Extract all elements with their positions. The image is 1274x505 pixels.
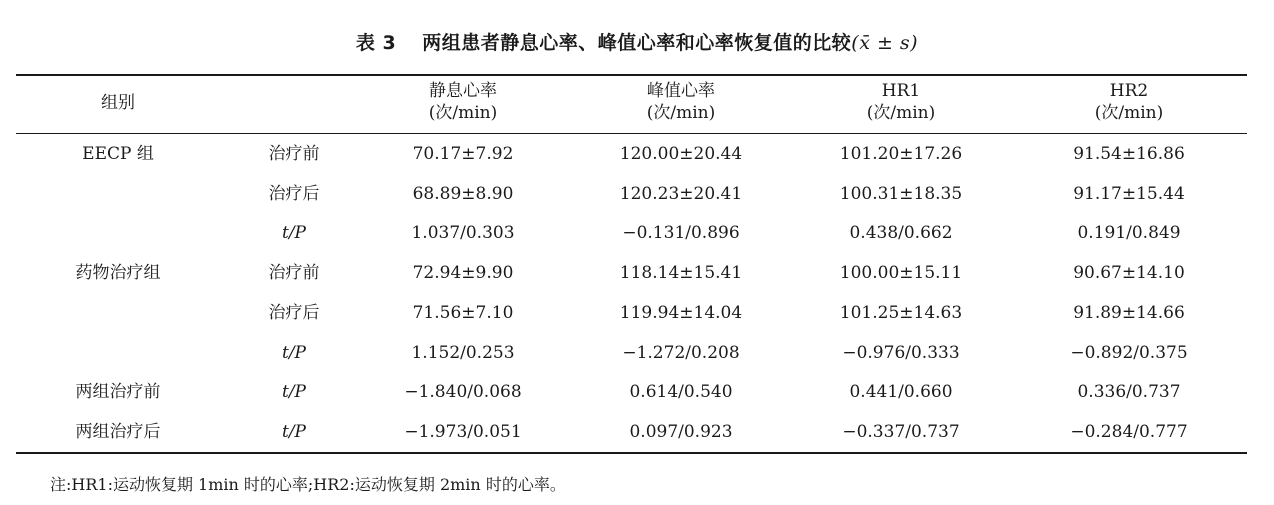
header-label: 峰值心率	[647, 81, 715, 101]
table-cell: 120.23±20.41	[619, 184, 743, 204]
table-note: 注:HR1:运动恢复期 1min 时的心率;HR2:运动恢复期 2min 时的心率。	[50, 475, 566, 494]
table-cell: −1.973/0.051	[404, 422, 522, 442]
table-cell: −0.337/0.737	[842, 422, 960, 442]
header-unit: (次/min)	[646, 103, 716, 123]
header-label: HR1	[881, 81, 921, 101]
header-hr1	[867, 80, 936, 124]
group-label: 两组治疗后	[75, 422, 161, 442]
group-label: 药物治疗组	[75, 263, 161, 283]
table-cell: 91.54±16.86	[1073, 144, 1185, 164]
table-cell: 120.00±20.44	[619, 144, 743, 164]
header-label: HR2	[1109, 81, 1149, 101]
table-cell: −0.284/0.777	[1070, 422, 1188, 442]
table-cell: 0.191/0.849	[1077, 223, 1181, 243]
table-cell: −0.131/0.896	[622, 223, 740, 243]
table-cell: 70.17±7.92	[412, 144, 514, 164]
table-cell: 91.17±15.44	[1073, 184, 1185, 204]
subgroup-label: 治疗后	[268, 184, 320, 204]
table-cell: 91.89±14.66	[1073, 303, 1185, 323]
subgroup-label: t/P	[282, 382, 306, 402]
subgroup-label: t/P	[282, 422, 306, 442]
table-cell: 0.097/0.923	[629, 422, 733, 442]
group-label: EECP 组	[82, 144, 154, 164]
table-cell: 90.67±14.10	[1073, 263, 1185, 283]
table-cell: 118.14±15.41	[619, 263, 743, 283]
table-cell: 101.20±17.26	[839, 144, 963, 164]
table-cell: 100.31±18.35	[839, 184, 963, 204]
header-group	[101, 92, 135, 114]
table-cell: −0.892/0.375	[1070, 343, 1188, 363]
header-resting-hr	[429, 80, 498, 124]
table-caption-label: 表 3	[355, 32, 397, 54]
table-cell: 0.441/0.660	[849, 382, 953, 402]
table-cell: 119.94±14.04	[619, 303, 743, 323]
table-cell: 72.94±9.90	[412, 263, 514, 283]
table-cell: −1.840/0.068	[404, 382, 522, 402]
table-cell: 100.00±15.11	[839, 263, 963, 283]
table-top-rule	[16, 74, 1247, 76]
table-cell: 71.56±7.10	[412, 303, 514, 323]
header-unit: (次/min)	[866, 103, 936, 123]
header-hr2	[1095, 80, 1164, 124]
table-cell: 0.614/0.540	[629, 382, 733, 402]
subgroup-label: t/P	[282, 223, 306, 243]
table-bottom-rule	[16, 452, 1247, 454]
header-unit: (次/min)	[1094, 103, 1164, 123]
header-peak-hr	[647, 80, 716, 124]
group-label: 两组治疗前	[75, 382, 161, 402]
table-cell: 0.336/0.737	[1077, 382, 1181, 402]
header-label: 组别	[101, 93, 135, 113]
table-cell: 1.152/0.253	[411, 343, 515, 363]
header-label: 静息心率	[429, 81, 497, 101]
subgroup-label: t/P	[282, 343, 306, 363]
header-unit: (次/min)	[428, 103, 498, 123]
subgroup-label: 治疗后	[268, 303, 320, 323]
table-caption	[0, 28, 1274, 55]
table-cell: 68.89±8.90	[412, 184, 514, 204]
table-cell: 1.037/0.303	[411, 223, 515, 243]
subgroup-label: 治疗前	[268, 263, 320, 283]
subgroup-label: 治疗前	[268, 144, 320, 164]
table-cell: −0.976/0.333	[842, 343, 960, 363]
table-cell: −1.272/0.208	[622, 343, 740, 363]
table-caption-text: 两组患者静息心率、峰值心率和心率恢复值的比较	[422, 32, 852, 54]
table-cell: 101.25±14.63	[839, 303, 963, 323]
table-header-rule	[16, 133, 1247, 134]
table-cell: 0.438/0.662	[849, 223, 953, 243]
table-caption-stat: (x̄ ± s)	[851, 32, 919, 54]
